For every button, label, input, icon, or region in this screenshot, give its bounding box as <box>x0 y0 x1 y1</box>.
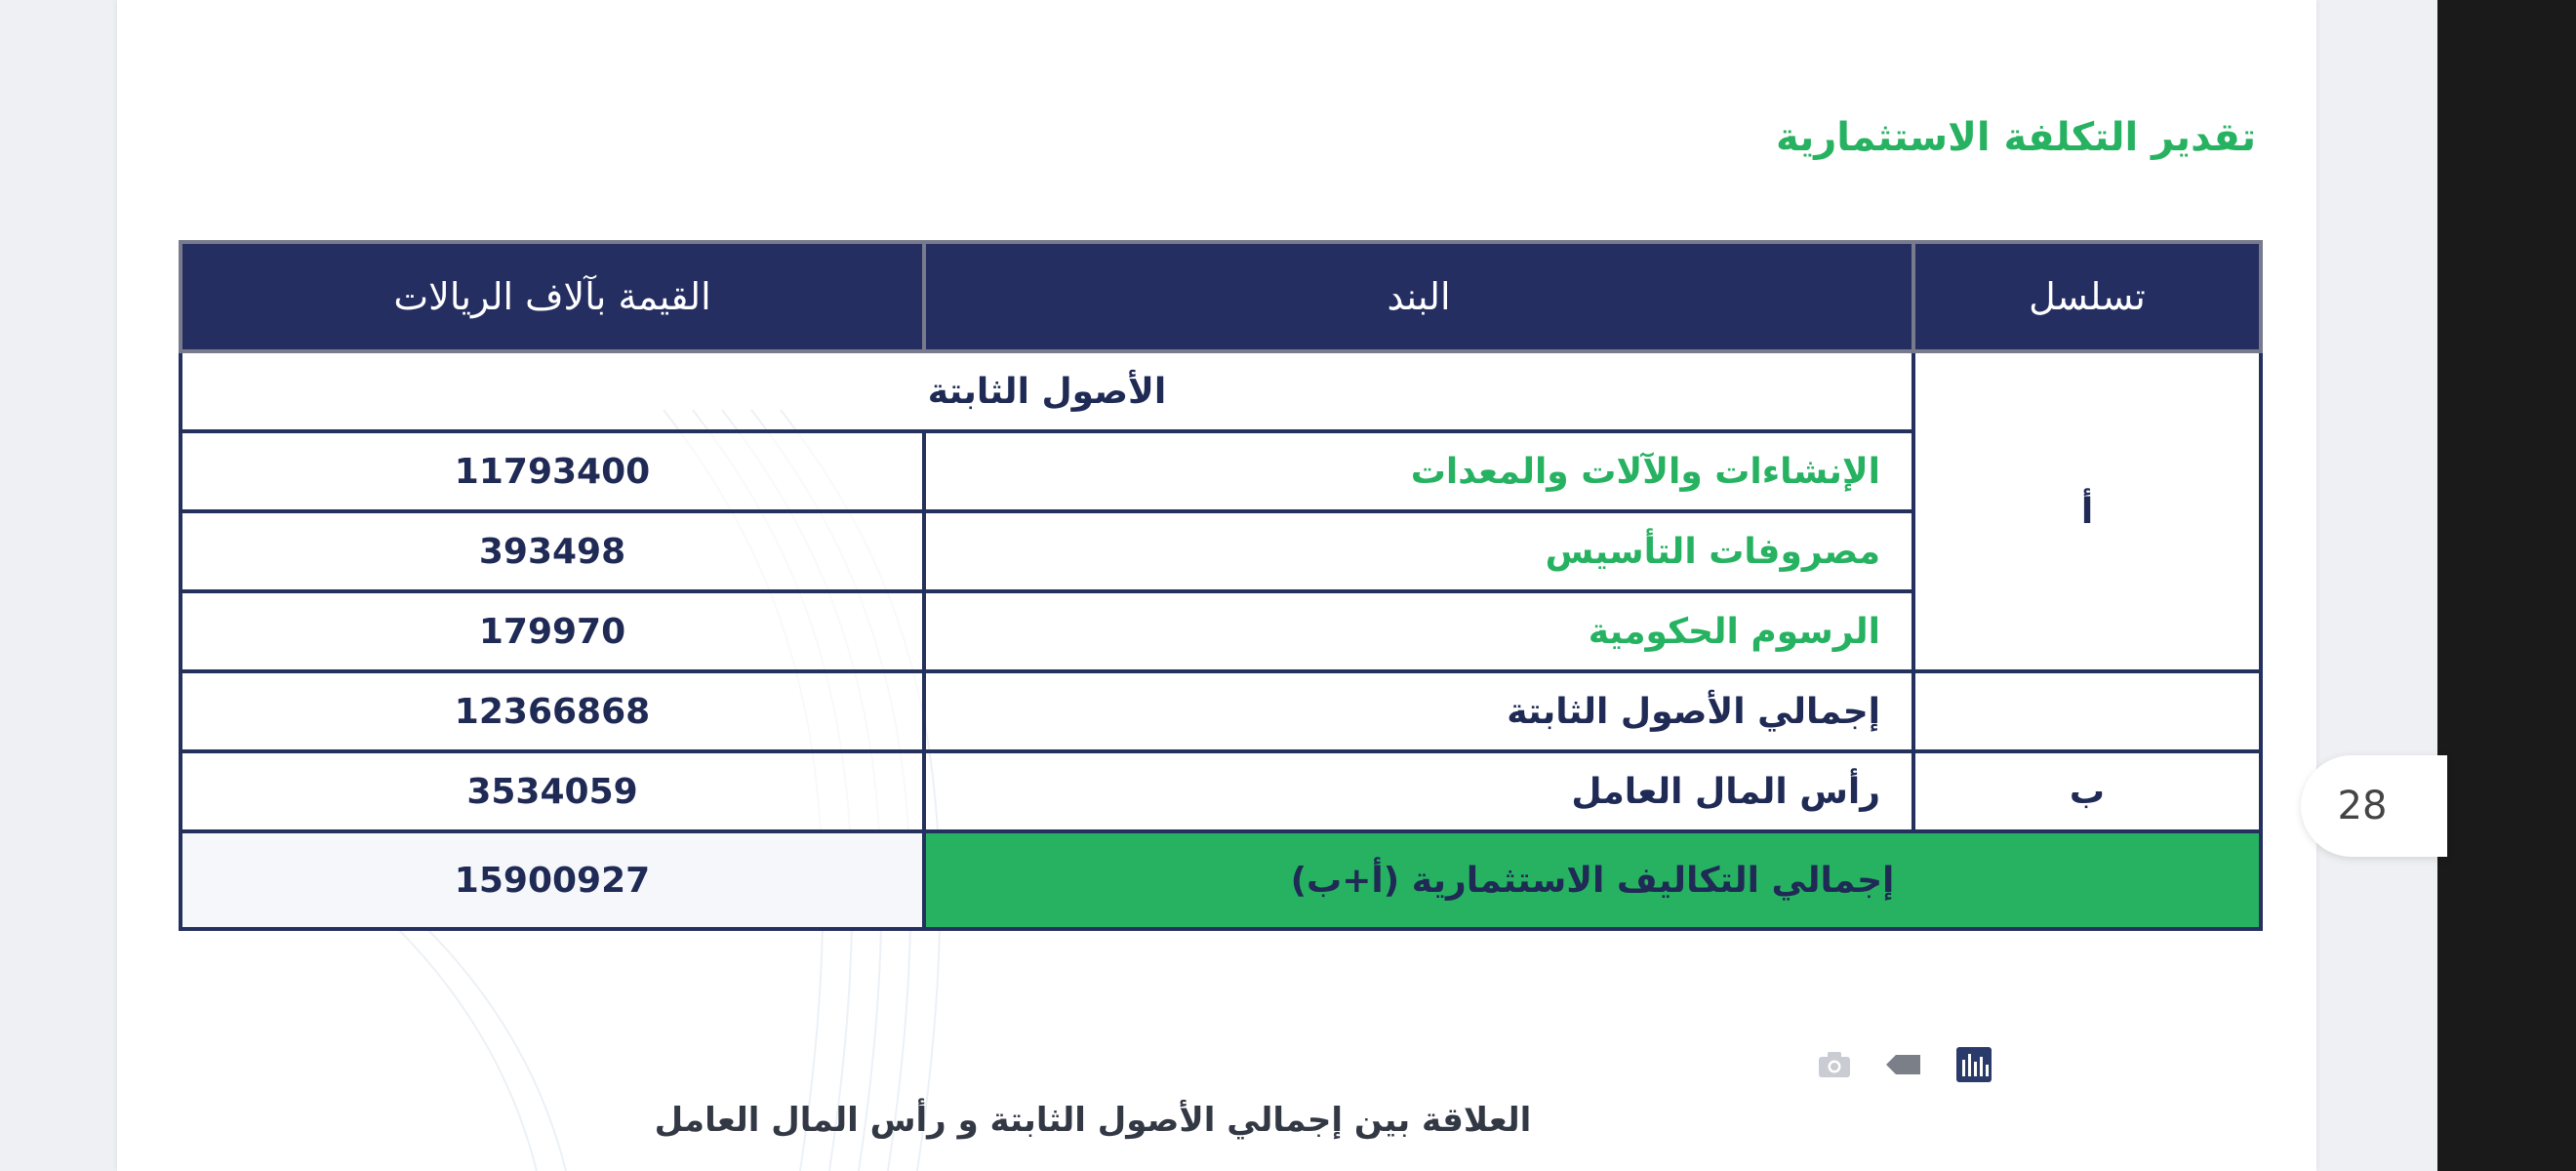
chart-toolbar <box>1708 1046 2010 1095</box>
total-fixed-value: 12366868 <box>181 671 924 751</box>
table-row <box>181 751 2261 831</box>
working-capital-value: 3534059 <box>181 751 924 831</box>
grand-total-label: إجمالي التكاليف الاستثمارية (أ+ب) <box>924 831 2261 929</box>
tag-icon[interactable] <box>1885 1046 1922 1083</box>
header-item: البند <box>924 242 1913 351</box>
window-edge-strip <box>2437 0 2576 1171</box>
row-item-label: الإنشاءات والآلات والمعدات <box>924 431 1913 511</box>
report-page <box>117 0 2316 1171</box>
table-header-row <box>181 242 2261 351</box>
group-a-label: أ <box>1913 351 2261 671</box>
grand-total-row <box>181 831 2261 929</box>
working-capital-label: رأس المال العامل <box>924 751 1913 831</box>
group-b-label: ب <box>1913 751 2261 831</box>
bar-chart-icon[interactable] <box>1955 1046 1992 1083</box>
page-number-badge[interactable]: 28 <box>2301 755 2447 857</box>
camera-icon[interactable] <box>1816 1046 1853 1083</box>
header-sequence: تسلسل <box>1913 242 2261 351</box>
row-value: 179970 <box>181 591 924 671</box>
header-value: القيمة بآلاف الريالات <box>181 242 924 351</box>
table-row <box>181 671 2261 751</box>
chart-caption: العلاقة بين إجمالي الأصول الثابتة و رأس المال العامل <box>654 1101 1532 1140</box>
row-value: 11793400 <box>181 431 924 511</box>
page-title: تقدير التكلفة الاستثمارية <box>1776 115 2256 160</box>
table-row <box>181 351 2261 431</box>
section-fixed-assets: الأصول الثابتة <box>181 351 1913 431</box>
grand-total-value: 15900927 <box>181 831 924 929</box>
row-value: 393498 <box>181 511 924 591</box>
total-fixed-label: إجمالي الأصول الثابتة <box>924 671 1913 751</box>
investment-cost-table <box>179 240 2263 931</box>
row-item-label: مصروفات التأسيس <box>924 511 1913 591</box>
row-item-label: الرسوم الحكومية <box>924 591 1913 671</box>
empty-sequence-cell <box>1913 671 2261 751</box>
